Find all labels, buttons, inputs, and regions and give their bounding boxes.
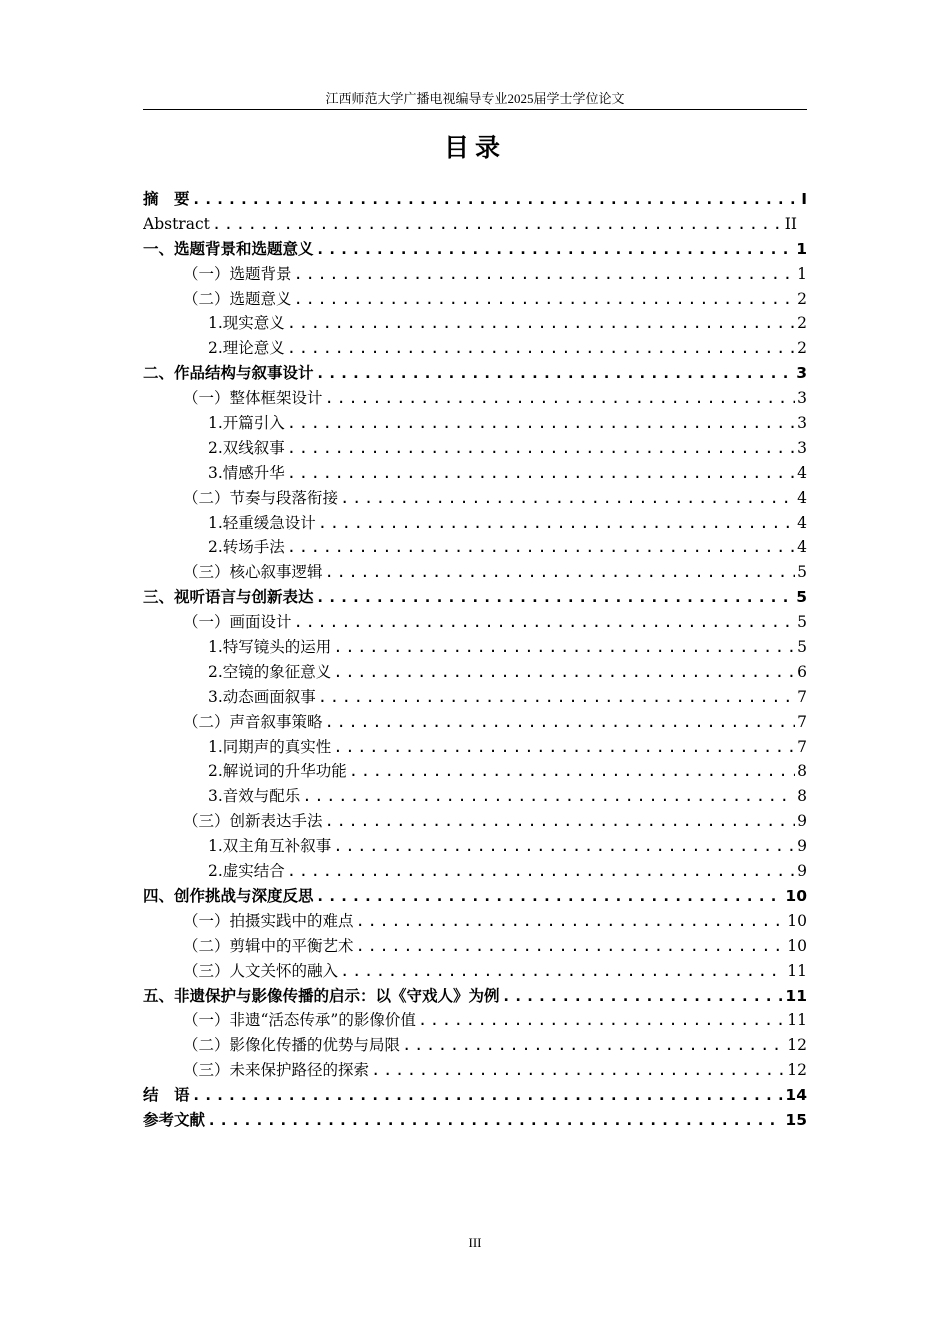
- toc-entry-page: 3: [797, 414, 807, 433]
- toc-entry-label: 2.转场手法: [208, 538, 285, 557]
- toc-entry[interactable]: [143, 959, 807, 984]
- toc-entry-page: 9: [797, 837, 807, 856]
- toc-entry-page: 7: [797, 687, 807, 706]
- toc-entry-page: I: [801, 190, 807, 208]
- toc-entry[interactable]: [143, 834, 807, 859]
- toc-entry[interactable]: [143, 560, 807, 585]
- toc-entry-label: 二、作品结构与叙事设计: [143, 364, 314, 383]
- toc-entry[interactable]: [143, 984, 807, 1009]
- table-of-contents: [143, 187, 807, 1133]
- toc-leader-dots: [287, 436, 795, 461]
- toc-leader-dots: [316, 237, 795, 262]
- toc-entry-page: 4: [797, 513, 807, 532]
- toc-leader-dots: [333, 635, 795, 660]
- toc-leader-dots: [418, 1008, 785, 1033]
- toc-entry-label: 五、非遗保护与影像传播的启示：以《守戏人》为例: [143, 986, 500, 1005]
- toc-leader-dots: [287, 461, 795, 486]
- toc-entry-label: 2.空镜的象征意义: [208, 662, 332, 681]
- toc-entry-label: 1.轻重缓急设计: [208, 513, 316, 532]
- toc-entry-label: 3.动态画面叙事: [208, 687, 316, 706]
- toc-entry[interactable]: [143, 934, 807, 959]
- toc-leader-dots: [287, 311, 795, 336]
- toc-entry-label: （三）核心叙事逻辑: [183, 563, 323, 582]
- toc-entry-label: 1.特写镜头的运用: [208, 638, 332, 657]
- toc-leader-dots: [333, 660, 795, 685]
- toc-leader-dots: [502, 984, 784, 1009]
- toc-leader-dots: [287, 859, 795, 884]
- toc-entry-page: 2: [797, 289, 807, 308]
- toc-leader-dots: [349, 759, 795, 784]
- toc-entry-page: 6: [797, 662, 807, 681]
- toc-entry-page: 12: [787, 1036, 807, 1055]
- toc-leader-dots: [402, 1033, 785, 1058]
- toc-entry-page: 3: [797, 389, 807, 408]
- toc-entry[interactable]: [143, 735, 807, 760]
- toc-leader-dots: [294, 262, 795, 287]
- toc-entry-page: 2: [797, 314, 807, 333]
- toc-entry-page: 9: [797, 812, 807, 831]
- toc-entry-label: 参考文献: [143, 1110, 206, 1129]
- toc-entry-label: （二）影像化传播的优势与局限: [183, 1036, 401, 1055]
- toc-entry-label: 2.虚实结合: [208, 862, 285, 881]
- toc-entry-label: （一）画面设计: [183, 613, 292, 632]
- toc-leader-dots: [287, 336, 795, 361]
- toc-entry[interactable]: [143, 585, 807, 610]
- toc-entry[interactable]: [143, 237, 807, 262]
- toc-leader-dots: [294, 610, 795, 635]
- toc-entry[interactable]: [143, 287, 807, 312]
- toc-entry-label: 1.开篇引入: [208, 414, 285, 433]
- toc-entry-label: （二）节奏与段落衔接: [183, 488, 339, 507]
- toc-entry-page: 10: [787, 911, 807, 930]
- toc-leader-dots: [325, 809, 795, 834]
- toc-leader-dots: [318, 685, 795, 710]
- toc-entry-page: II: [784, 214, 797, 233]
- toc-entry[interactable]: [143, 461, 807, 486]
- toc-leader-dots: [356, 909, 786, 934]
- toc-entry-label: （三）创新表达手法: [183, 812, 323, 831]
- toc-entry[interactable]: [143, 411, 807, 436]
- toc-leader-dots: [356, 934, 786, 959]
- toc-leader-dots: [192, 1083, 784, 1108]
- toc-entry-page: 8: [797, 762, 807, 781]
- toc-entry-label: Abstract: [143, 214, 210, 233]
- toc-entry-label: （一）拍摄实践中的难点: [183, 911, 354, 930]
- toc-entry-label: （二）声音叙事策略: [183, 712, 323, 731]
- toc-entry[interactable]: [143, 361, 807, 386]
- toc-entry-page: 12: [787, 1061, 807, 1080]
- toc-entry-label: （一）整体框架设计: [183, 389, 323, 408]
- toc-entry-label: 1.同期声的真实性: [208, 737, 332, 756]
- toc-entry-page: 4: [797, 488, 807, 507]
- toc-entry-page: 9: [797, 862, 807, 881]
- toc-entry-page: 3: [796, 364, 807, 383]
- toc-leader-dots: [316, 361, 795, 386]
- toc-entry[interactable]: [143, 660, 807, 685]
- toc-entry-page: 11: [785, 986, 807, 1005]
- toc-entry-page: 7: [797, 737, 807, 756]
- toc-leader-dots: [340, 959, 785, 984]
- toc-entry-label: 3.情感升华: [208, 463, 285, 482]
- toc-entry[interactable]: [143, 784, 807, 809]
- toc-entry[interactable]: [143, 486, 807, 511]
- toc-entry[interactable]: [143, 884, 807, 909]
- header-rule: [143, 109, 807, 110]
- toc-entry-label: 摘 要: [143, 190, 190, 208]
- toc-leader-dots: [318, 511, 795, 536]
- toc-leader-dots: [294, 287, 795, 312]
- toc-leader-dots: [287, 411, 795, 436]
- toc-entry-page: 11: [787, 961, 807, 980]
- toc-entry-label: 1.双主角互补叙事: [208, 837, 332, 856]
- toc-leader-dots: [207, 1108, 783, 1133]
- page-title: 目录: [443, 133, 506, 162]
- toc-entry-label: 四、创作挑战与深度反思: [143, 886, 314, 905]
- toc-entry[interactable]: [143, 187, 807, 212]
- toc-entry-label: 三、视听语言与创新表达: [143, 588, 314, 607]
- toc-entry-page: 15: [785, 1110, 807, 1129]
- toc-entry-page: 4: [797, 538, 807, 557]
- toc-entry-page: 10: [785, 886, 807, 905]
- toc-entry-label: 结 语: [143, 1086, 190, 1105]
- toc-entry-page: 1: [797, 264, 807, 283]
- toc-entry[interactable]: [143, 535, 807, 560]
- toc-entry[interactable]: [143, 1058, 807, 1083]
- toc-entry[interactable]: [143, 212, 807, 237]
- toc-entry-page: 5: [797, 638, 807, 657]
- toc-entry[interactable]: [143, 685, 807, 710]
- toc-entry-page: 14: [785, 1086, 807, 1105]
- toc-entry[interactable]: [143, 336, 807, 361]
- toc-entry-page: 3: [797, 438, 807, 457]
- toc-leader-dots: [333, 735, 795, 760]
- running-header: 江西师范大学广播电视编导专业2025届学士学位论文: [325, 91, 625, 106]
- toc-entry-label: （三）人文关怀的融入: [183, 961, 339, 980]
- toc-entry-label: （三）未来保护路径的探索: [183, 1061, 370, 1080]
- toc-entry[interactable]: [143, 1033, 807, 1058]
- toc-entry-page: 5: [797, 613, 807, 632]
- toc-entry[interactable]: [143, 610, 807, 635]
- toc-leader-dots: [325, 560, 795, 585]
- toc-entry-label: 2.解说词的升华功能: [208, 762, 347, 781]
- toc-leader-dots: [287, 535, 795, 560]
- toc-entry[interactable]: [143, 511, 807, 536]
- toc-entry-label: 3.音效与配乐: [208, 787, 301, 806]
- toc-entry[interactable]: [143, 759, 807, 784]
- toc-entry-label: （一）选题背景: [183, 264, 292, 283]
- page-number: III: [468, 1235, 482, 1250]
- toc-leader-dots: [302, 784, 795, 809]
- toc-leader-dots: [340, 486, 795, 511]
- toc-entry[interactable]: [143, 1108, 807, 1133]
- toc-entry[interactable]: [143, 311, 807, 336]
- toc-entry-page: 5: [796, 588, 807, 607]
- toc-leader-dots: [192, 187, 795, 212]
- toc-entry-label: （二）选题意义: [183, 289, 292, 308]
- toc-entry[interactable]: [143, 859, 807, 884]
- toc-entry-label: 1.现实意义: [208, 314, 285, 333]
- toc-entry[interactable]: [143, 436, 807, 461]
- toc-leader-dots: [333, 834, 795, 859]
- toc-entry-page: 11: [787, 1011, 807, 1030]
- toc-entry[interactable]: [143, 809, 807, 834]
- toc-entry-page: 8: [797, 787, 807, 806]
- toc-entry-label: 一、选题背景和选题意义: [143, 239, 314, 258]
- toc-entry[interactable]: [143, 710, 807, 735]
- toc-leader-dots: [371, 1058, 785, 1083]
- toc-entry-page: 5: [797, 563, 807, 582]
- toc-entry-page: 1: [796, 239, 807, 258]
- toc-leader-dots: [325, 710, 795, 735]
- toc-entry-page: 2: [797, 339, 807, 358]
- toc-entry-page: 4: [797, 463, 807, 482]
- toc-entry[interactable]: [143, 262, 807, 287]
- toc-entry[interactable]: [143, 1008, 807, 1033]
- toc-entry-label: 2.理论意义: [208, 339, 285, 358]
- toc-leader-dots: [325, 386, 795, 411]
- toc-entry-label: （一）非遗“活态传承”的影像价值: [183, 1011, 416, 1030]
- toc-entry[interactable]: [143, 386, 807, 411]
- toc-leader-dots: [316, 884, 784, 909]
- toc-entry[interactable]: [143, 909, 807, 934]
- toc-leader-dots: [316, 585, 795, 610]
- toc-entry-page: 10: [787, 936, 807, 955]
- toc-entry[interactable]: [143, 635, 807, 660]
- toc-entry[interactable]: [143, 1083, 807, 1108]
- toc-entry-label: 2.双线叙事: [208, 438, 285, 457]
- toc-entry-label: （二）剪辑中的平衡艺术: [183, 936, 354, 955]
- toc-entry-page: 7: [797, 712, 807, 731]
- toc-leader-dots: [212, 212, 783, 237]
